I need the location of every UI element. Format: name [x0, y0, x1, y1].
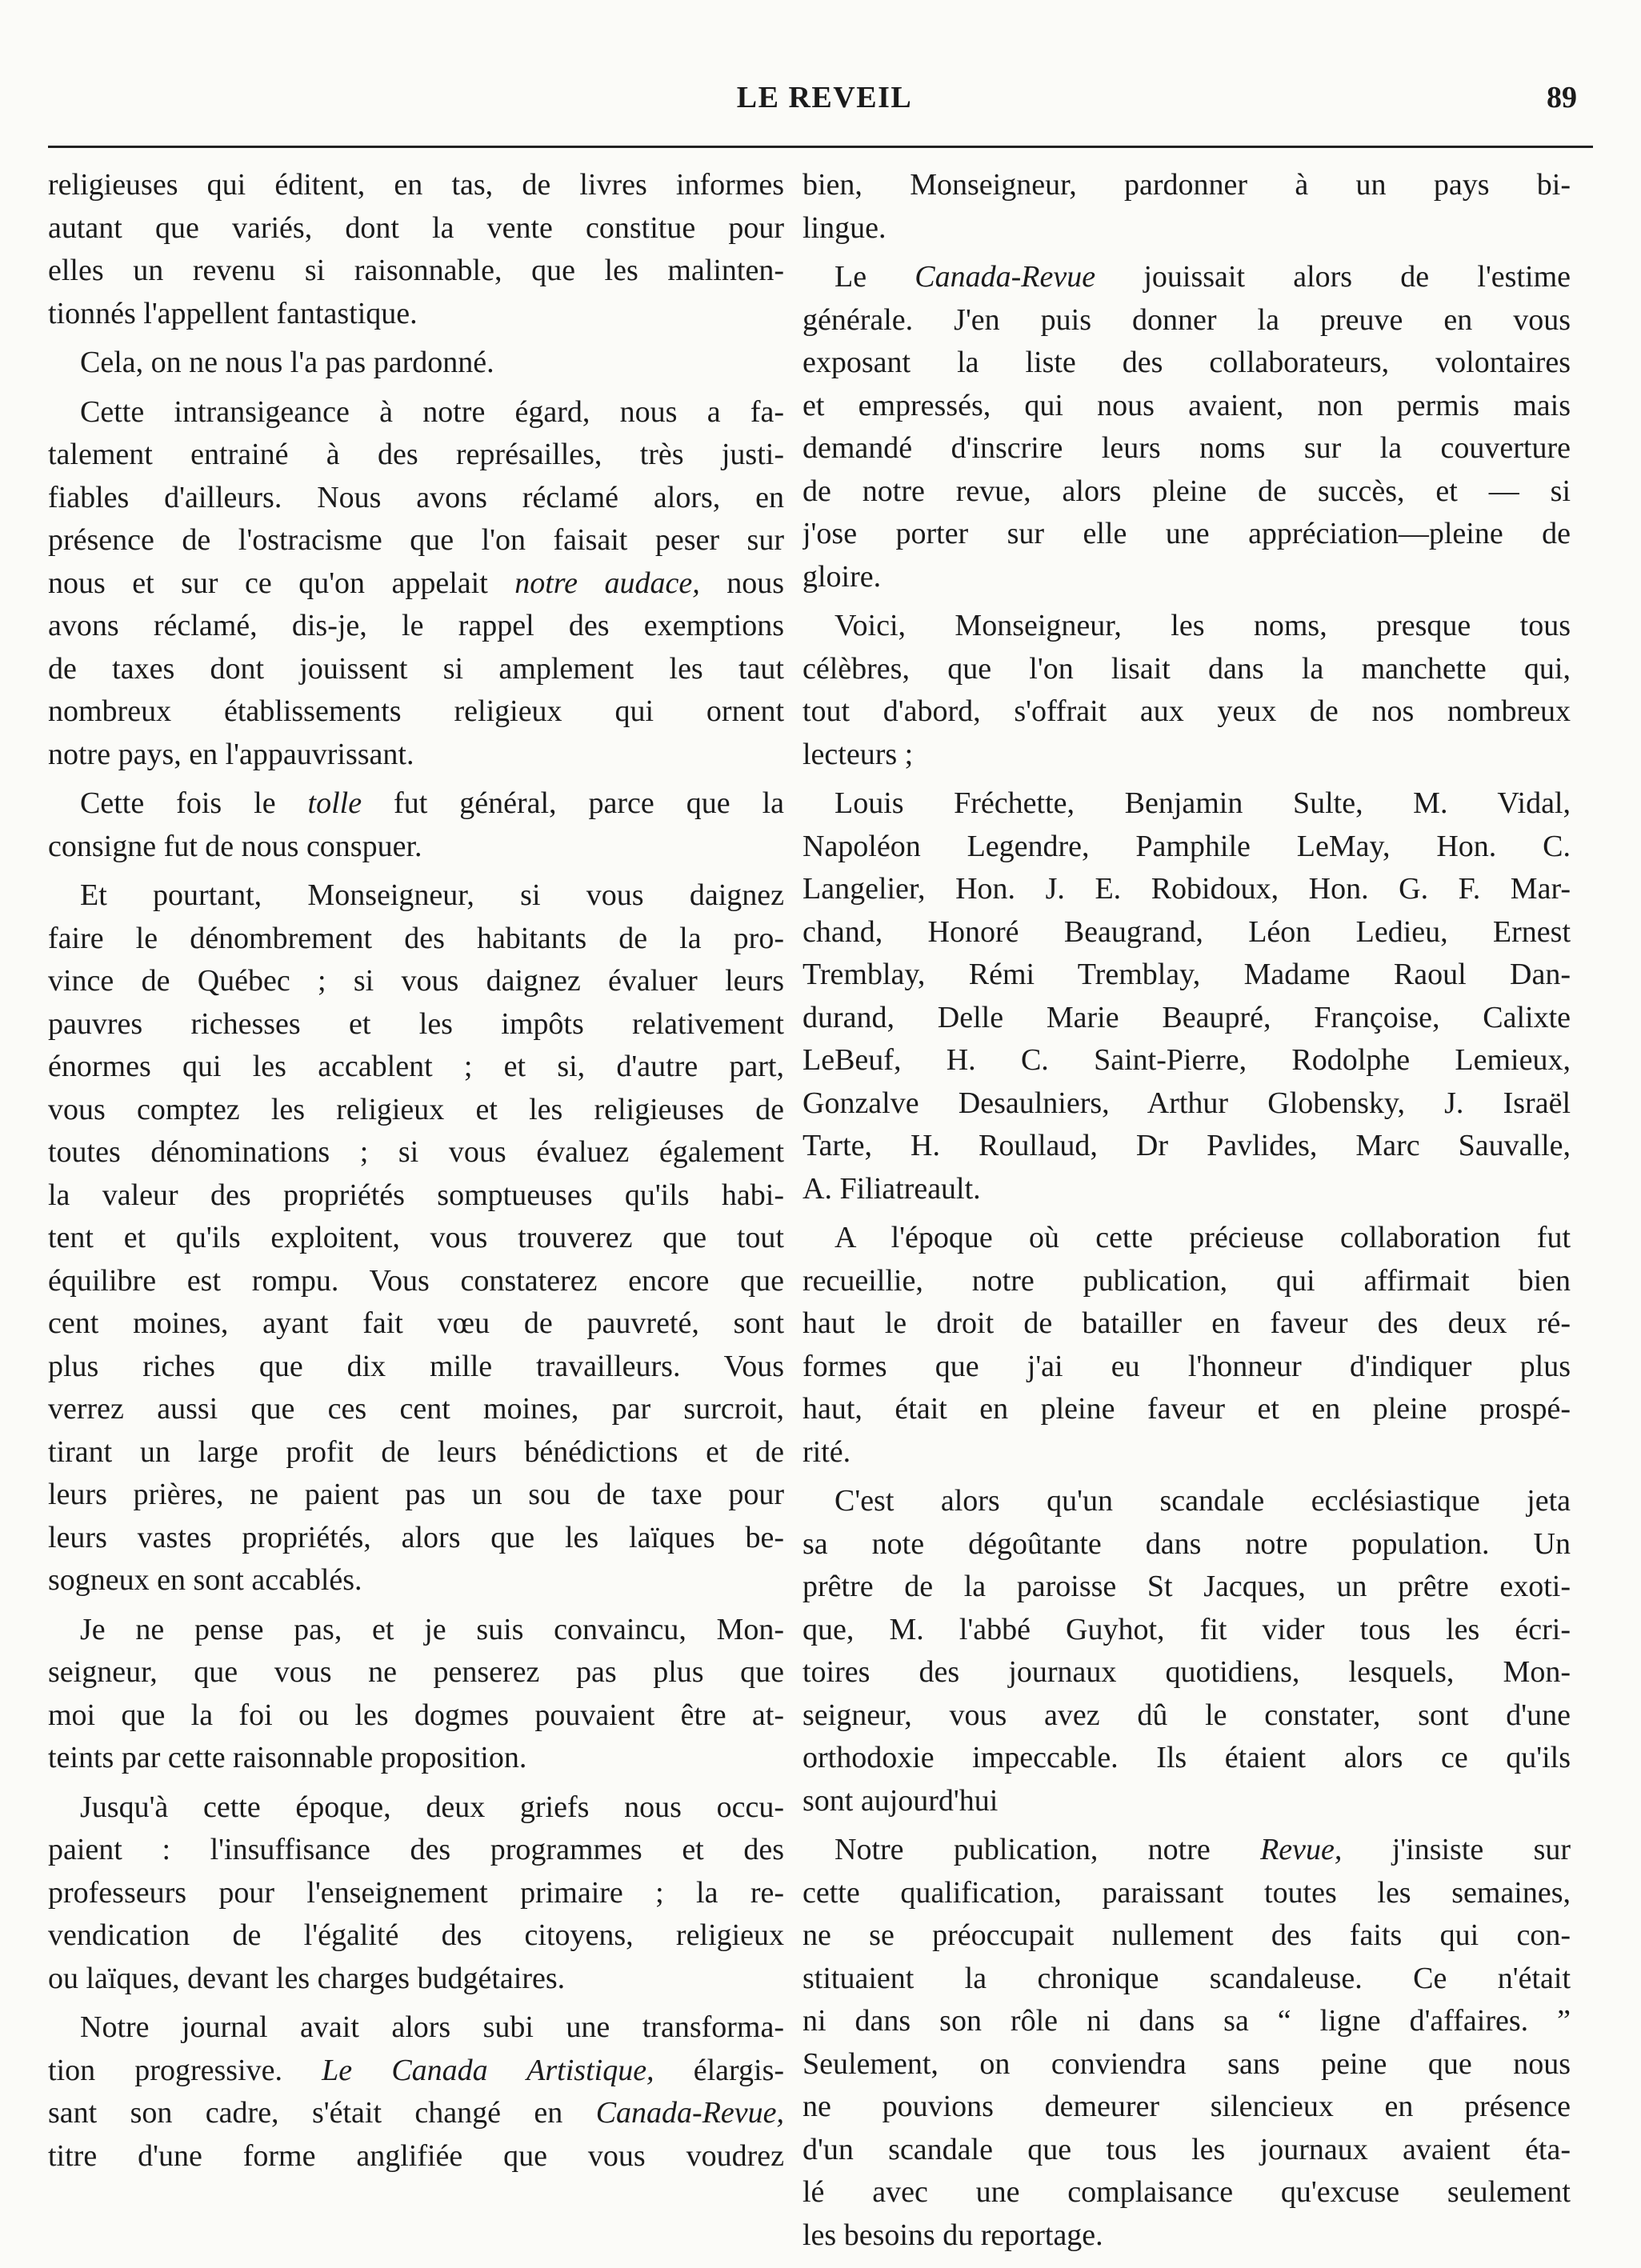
text-line: nombreux établissements religieux qui ornent — [48, 694, 784, 728]
text-line: chand, Honoré Beaugrand, Léon Ledieu, Ernest — [802, 914, 1571, 949]
text-line: verrez aussi que ces cent moines, par surcroit, — [48, 1392, 784, 1426]
text-line: que, M. l'abbé Guyhot, fit vider tous les écri- — [802, 1612, 1571, 1646]
text-line: talement entrainé à des représailles, très justi- — [48, 438, 784, 471]
paragraph — [48, 342, 784, 385]
text-line: notre pays, en l'appauvrissant. — [48, 737, 414, 771]
text-line: lé avec une complaisance qu'excuse seulement — [802, 2175, 1571, 2209]
text-line: sant son cadre, s'était changé en Canada-Revue, — [48, 2096, 784, 2130]
text-line: Cette intransigeance à notre égard, nous a fa- — [80, 394, 784, 429]
text-line: consigne fut de nous conspuer. — [48, 829, 422, 863]
text-line: avons réclamé, dis-je, le rappel des exemptions — [48, 609, 784, 642]
paragraph — [48, 1609, 784, 1780]
text-line: paient : l'insuffisance des programmes et des — [48, 1833, 784, 1866]
text-line: Tarte, H. Roullaud, Dr Pavlides, Marc Sauvalle, — [802, 1129, 1571, 1162]
text-line: A. Filiatreault. — [802, 1171, 981, 1206]
text-line: gloire. — [802, 559, 882, 594]
text-line: nous et sur ce qu'on appelait notre audace, nous — [48, 566, 784, 600]
text-line: recueillie, notre publication, qui affirmait bien — [802, 1263, 1571, 1298]
text-line: ou laïques, devant les charges budgétaires. — [48, 1961, 566, 1995]
text-line: durand, Delle Marie Beaupré, Françoise, Calixte — [802, 1000, 1571, 1034]
text-line: Jusqu'à cette époque, deux griefs nous occu- — [80, 1790, 784, 1824]
text-line: Napoléon Legendre, Pamphile LeMay, Hon. C. — [802, 829, 1571, 863]
text-line: j'ose porter sur elle une appréciation—pleine de — [802, 517, 1571, 550]
text-line: moi que la foi ou les dogmes pouvaient être at- — [48, 1698, 784, 1732]
text-line: toutes dénominations ; si vous évaluez également — [48, 1135, 784, 1169]
text-line: bien, Monseigneur, pardonner à un pays bi- — [802, 168, 1571, 202]
text-line: professeurs pour l'enseignement primaire ; la re- — [48, 1875, 784, 1910]
text-line: vous comptez les religieux et les religieuses de — [48, 1092, 784, 1126]
text-line: les besoins du reportage. — [802, 2218, 1103, 2252]
paragraph — [802, 1217, 1571, 1474]
paragraph — [802, 256, 1571, 598]
paragraph — [48, 874, 784, 1602]
text-line: haut le droit de batailler en faveur des deux ré- — [802, 1306, 1571, 1340]
text-line: lingue. — [802, 210, 887, 245]
text-line: demandé d'inscrire leurs noms sur la couverture — [802, 431, 1571, 465]
text-line: Louis Fréchette, Benjamin Sulte, M. Vidal, — [835, 786, 1571, 820]
paragraph — [802, 605, 1571, 776]
paragraph — [48, 2006, 784, 2178]
text-line: Langelier, Hon. J. E. Robidoux, Hon. G. F. Mar- — [802, 872, 1571, 906]
text-line: leurs prières, ne paient pas un sou de taxe pour — [48, 1478, 784, 1511]
text-line: Notre journal avait alors subi une transforma- — [80, 2010, 784, 2044]
text-line: elles un revenu si raisonnable, que les malinten- — [48, 254, 784, 287]
text-line: orthodoxie impeccable. Ils étaient alors ce qu'ils — [802, 1741, 1571, 1774]
paragraph — [802, 164, 1571, 250]
paragraph — [802, 1480, 1571, 1822]
text-line: et empressés, qui nous avaient, non permis mais — [802, 388, 1571, 422]
text-line: titre d'une forme anglifiée que vous voudrez — [48, 2138, 784, 2173]
text-line: religieuses qui éditent, en tas, de livres informes — [48, 168, 784, 202]
text-line: cette qualification, paraissant toutes les semaines, — [802, 1875, 1571, 1910]
text-line: autant que variés, dont la vente constitue pour — [48, 210, 784, 245]
text-line: haut, était en pleine faveur et en pleine prospé- — [802, 1392, 1571, 1426]
text-line: la valeur des propriétés somptueuses qu'ils habi- — [48, 1178, 784, 1212]
text-line: toires des journaux quotidiens, lesquels, Mon- — [802, 1655, 1571, 1689]
text-line: Je ne pense pas, et je suis convaincu, Mon- — [80, 1612, 784, 1646]
text-line: célèbres, que l'on lisait dans la manchette qui, — [802, 651, 1571, 686]
text-line: Voici, Monseigneur, les noms, presque tous — [835, 609, 1571, 642]
text-line: Gonzalve Desaulniers, Arthur Globensky, J. Israël — [802, 1086, 1571, 1120]
header-rule — [48, 146, 1593, 148]
text-line: C'est alors qu'un scandale ecclésiastique jeta — [835, 1484, 1571, 1518]
text-line: Seulement, on conviendra sans peine que nous — [802, 2046, 1571, 2081]
text-line: A l'époque où cette précieuse collaboration fut — [835, 1221, 1571, 1254]
text-line: énormes qui les accablent ; et si, d'autre part, — [48, 1050, 784, 1083]
text-line: Notre publication, notre Revue, j'insiste sur — [835, 1833, 1571, 1866]
text-line: pauvres richesses et les impôts relativement — [48, 1006, 784, 1041]
text-line: de taxes dont jouissent si amplement les taut — [48, 651, 784, 686]
text-line: présence de l'ostracisme que l'on faisait peser sur — [48, 523, 784, 557]
text-line: vendication de l'égalité des citoyens, religieux — [48, 1918, 784, 1952]
text-line: sa note dégoûtante dans notre population. Un — [802, 1526, 1571, 1561]
text-line: tion progressive. Le Canada Artistique, élargis- — [48, 2053, 784, 2087]
left-column — [48, 164, 784, 2178]
text-line: tirant un large profit de leurs bénédictions et de — [48, 1434, 784, 1469]
paragraph — [48, 1786, 784, 2001]
text-line: seigneur, que vous ne penserez pas plus que — [48, 1655, 784, 1689]
text-line: Tremblay, Rémi Tremblay, Madame Raoul Dan- — [802, 958, 1571, 991]
text-line: ne pouvions demeurer silencieux en présence — [802, 2090, 1571, 2123]
text-line: ne se préoccupait nullement des faits qui con- — [802, 1918, 1571, 1952]
text-line: rité. — [802, 1434, 851, 1469]
text-line: tout d'abord, s'offrait aux yeux de nos nombreux — [802, 694, 1571, 728]
text-line: formes que j'ai eu l'honneur d'indiquer plus — [802, 1349, 1571, 1383]
page-number: 89 — [1547, 81, 1577, 114]
paragraph — [48, 164, 784, 335]
text-line: Et pourtant, Monseigneur, si vous daignez — [80, 878, 784, 912]
paragraph — [48, 782, 784, 868]
text-line: plus riches que dix mille travailleurs. Vous — [48, 1349, 784, 1383]
running-header — [56, 80, 1593, 128]
text-line: LeBeuf, H. C. Saint-Pierre, Rodolphe Lemieux, — [802, 1043, 1571, 1077]
page-title: LE REVEIL — [736, 81, 913, 114]
text-line: de notre revue, alors pleine de succès, et — si — [802, 474, 1571, 508]
text-line: faire le dénombrement des habitants de la pro- — [48, 921, 784, 955]
text-line: sont aujourd'hui — [802, 1783, 999, 1818]
text-line: générale. J'en puis donner la preuve en vous — [802, 302, 1571, 337]
text-line: Cela, on ne nous l'a pas pardonné. — [80, 346, 494, 379]
paragraph — [802, 1829, 1571, 2257]
text-line: prêtre de la paroisse St Jacques, un prêtre exoti- — [802, 1570, 1571, 1603]
text-line: cent moines, ayant fait vœu de pauvreté, sont — [48, 1306, 784, 1340]
right-column — [802, 164, 1571, 2257]
text-line: fiables d'ailleurs. Nous avons réclamé alors, en — [48, 480, 784, 514]
text-line: tent et qu'ils exploitent, vous trouverez que tout — [48, 1221, 784, 1254]
text-line: vince de Québec ; si vous daignez évaluer leurs — [48, 964, 784, 998]
text-line: lecteurs ; — [802, 737, 914, 771]
text-line: teints par cette raisonnable proposition. — [48, 1741, 527, 1774]
text-line: Cette fois le tolle fut général, parce que la — [80, 786, 784, 820]
text-line: sogneux en sont accablés. — [48, 1563, 362, 1597]
paragraph — [802, 782, 1571, 1210]
text-line: Le Canada-Revue jouissait alors de l'estime — [835, 260, 1571, 294]
text-line: équilibre est rompu. Vous constaterez encore que — [48, 1263, 784, 1298]
text-line: stituaient la chronique scandaleuse. Ce n'était — [802, 1961, 1571, 1995]
text-line: tionnés l'appellent fantastique. — [48, 296, 418, 330]
text-line: d'un scandale que tous les journaux avaient éta- — [802, 2132, 1571, 2166]
text-line: leurs vastes propriétés, alors que les laïques be- — [48, 1520, 784, 1554]
text-line: seigneur, vous avez dû le constater, sont d'une — [802, 1698, 1571, 1732]
paragraph — [48, 391, 784, 777]
text-line: exposant la liste des collaborateurs, volontaires — [802, 346, 1571, 379]
text-line: ni dans son rôle ni dans sa “ ligne d'affaires. ” — [802, 2004, 1571, 2038]
